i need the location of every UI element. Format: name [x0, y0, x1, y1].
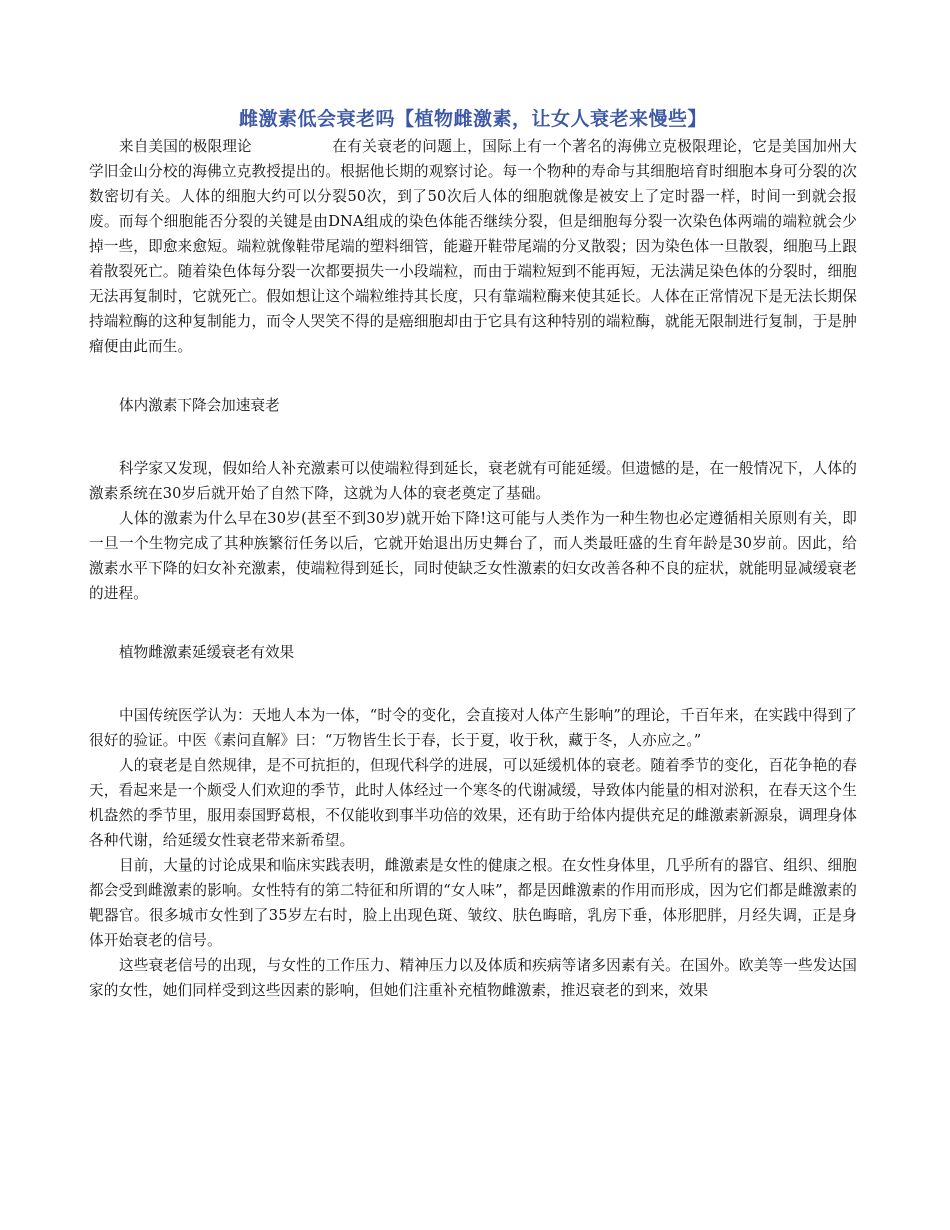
paragraph: 目前，大量的讨论成果和临床实践表明，雌激素是女性的健康之根。在女性身体里，几乎所有的器官、组织、细胞都会受到雌激素的影响。女性特有的第二特征和所谓的“女人味”，都是因雌激素的作用而形成，因为它们都是雌激素的靶器官。很多城市女性到了35岁左右时，脸上出现色斑、皱纹、肤色晦暗，乳房下垂，体形肥胖，月经失调，正是身体开始衰老的信号。	[89, 857, 857, 949]
document-title: 雌激素低会衰老吗【植物雌激素，让女人衰老来慢些】	[238, 108, 707, 130]
intro-source: 来自美国的极限理论	[119, 138, 252, 155]
document-page	[89, 104, 857, 1003]
paragraph: 人的衰老是自然规律，是不可抗拒的，但现代科学的进展，可以延缓机体的衰老。随着季节的变化，百花争艳的春天，看起来是一个颇受人们欢迎的季节，此时人体经过一个寒冬的代谢减缓，导致体内能量的相对淤积，在春天这个生机盎然的季节里，服用泰国野葛根，不仅能收到事半功倍的效果，还有助于给体内提供充足的雌激素新源泉，调理身体各种代谢，给延缓女性衰老带来新希望。	[89, 757, 857, 849]
paragraph: 中国传统医学认为：天地人本为一体，“时令的变化，会直接对人体产生影响”的理论，千百年来，在实践中得到了很好的验证。中医《素问直解》曰：“万物皆生长于春，长于夏，收于秋，藏于冬，人亦应之。”	[89, 707, 857, 749]
paragraph: 人体的激素为什么早在30岁(甚至不到30岁)就开始下降!这可能与人类作为一种生物也必定遵循相关原则有关，即一旦一个生物完成了其种族繁衍任务以后，它就开始退出历史舞台了，而人类最旺盛的生育年龄是30岁前。因此，给激素水平下降的妇女补充激素，使端粒得到延长，同时使缺乏女性激素的妇女改善各种不良的症状，就能明显减缓衰老的进程。	[89, 510, 857, 602]
intro-paragraph	[89, 134, 857, 359]
paragraph: 这些衰老信号的出现，与女性的工作压力、精神压力以及体质和疾病等诸多因素有关。在国外。欧美等一些发达国家的女性，她们同样受到这些因素的影响，但她们注重补充植物雌激素，推迟衰老的到来，效果	[89, 957, 857, 999]
section-heading-phytoestrogen: 植物雌激素延缓衰老有效果	[119, 644, 295, 661]
section-heading-hormone-decline: 体内激素下降会加速衰老	[119, 397, 280, 414]
intro-text: 在有关衰老的问题上，国际上有一个著名的海佛立克极限理论，它是美国加州大学旧金山分校的海佛立克教授提出的。根据他长期的观察讨论。每一个物种的寿命与其细胞培育时细胞本身可分裂的次数密切有关。人体的细胞大约可以分裂50次，到了50次后人体的细胞就像是被安上了定时器一样，时间一到就会报废。而每个细胞能否分裂的关键是由DNA组成的染色体能否继续分裂，但是细胞每分裂一次染色体两端的端粒就会少掉一些，即愈来愈短。端粒就像鞋带尾端的塑料细管，能避开鞋带尾端的分叉散裂；因为染色体一旦散裂，细胞马上跟着散裂死亡。随着染色体每分裂一次都要损失一小段端粒，而由于端粒短到不能再短，无法满足染色体的分裂时，细胞无法再复制时，它就死亡。假如想让这个端粒维持其长度，只有靠端粒酶来使其延长。人体在正常情况下是无法长期保持端粒酶的这种复制能力，而令人哭笑不得的是癌细胞却由于它具有这种特别的端粒酶，就能无限制进行复制，于是肿瘤便由此而生。	[89, 138, 857, 355]
paragraph: 科学家又发现，假如给人补充激素可以使端粒得到延长，衰老就有可能延缓。但遗憾的是，在一般情况下，人体的激素系统在30岁后就开始了自然下降，这就为人体的衰老奠定了基础。	[89, 460, 857, 502]
